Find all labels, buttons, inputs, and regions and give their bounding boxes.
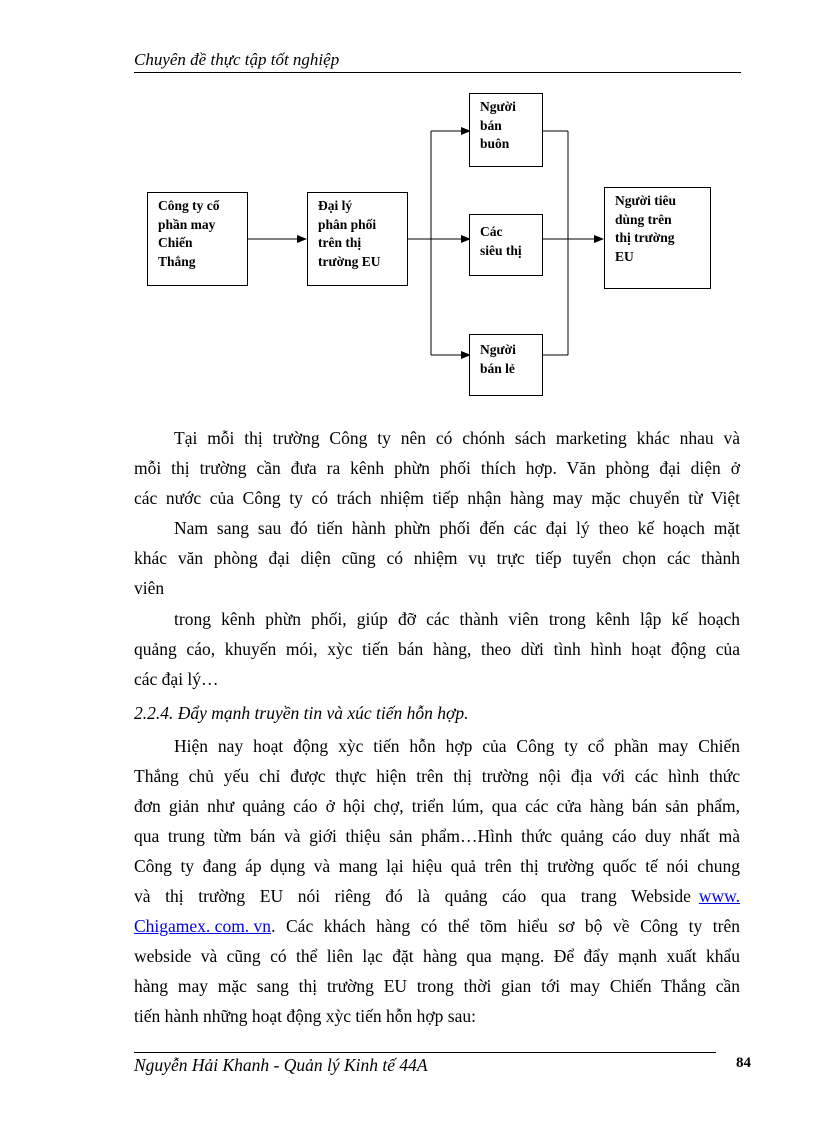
text-line: quảng cáo, khuyến mói, xỳc tiến bán hàng, theo dừi tình hình hoạt động của <box>134 639 740 659</box>
text-line: tiến hành những hoạt động xỳc tiến hỗn hợp sau: <box>134 1006 476 1026</box>
text-line: khác văn phòng đại diện cũng có nhiệm vụ trực tiếp tuyển chọn các thành <box>134 548 740 568</box>
text-line: các nước của Công ty có trách nhiệm tiếp nhận hàng may mặc chuyển từ Việt <box>134 488 740 508</box>
text-line: Tại mỗi thị trường Công ty nên có chónh sách marketing khác nhau và <box>174 428 740 448</box>
text-segment: . Các khách hàng có thể tõm hiểu sơ bộ về Công ty trên <box>271 916 740 936</box>
box-retailer: Người bán lẻ <box>469 334 543 396</box>
text-line: qua trung từm bán và giới thiệu sản phẩm…Hình thức quảng cáo duy nhất mà <box>134 826 740 846</box>
text-line-with-link <box>134 916 740 937</box>
text-line: webside và cũng có thể liên lạc đặt hàng qua mạng. Để đẩy mạnh xuất khẩu <box>134 946 740 966</box>
text-line: Nam sang sau đó tiến hành phừn phối đến các đại lý theo kế hoạch mặt <box>174 518 740 538</box>
text-line: mỗi thị trường cần đưa ra kênh phừn phối thích hợp. Văn phòng đại diện ở <box>134 458 740 478</box>
website-link-part2[interactable]: Chigamex. com. vn <box>134 916 272 936</box>
text-line-with-link <box>134 886 740 907</box>
text-line: trong kênh phừn phối, giúp đỡ các thành viên trong kênh lập kế hoạch <box>174 609 740 629</box>
box-supermarket: Các siêu thị <box>469 214 543 276</box>
footer-author: Nguyễn Hải Khanh - Quản lý Kinh tế 44A <box>134 1055 428 1075</box>
header-title: Chuyên đề thực tập tốt nghiệp <box>134 50 340 69</box>
text-segment: và thị trường EU nói riêng đó là quảng cáo qua trang Webside <box>134 886 691 906</box>
text-line: hàng may mặc sang thị trường EU trong thời gian tới may Chiến Thắng cần <box>134 976 740 996</box>
text-line: Hiện nay hoạt động xỳc tiến hỗn hợp của Công ty cổ phần may Chiến <box>174 736 740 756</box>
box-eu-agent: Đại lý phân phối trên thị trường EU <box>307 192 408 286</box>
text-line: đơn giản như quảng cáo ở hội chợ, triển lúm, qua các cửa hàng bán sản phẩm, <box>134 796 740 816</box>
box-eu-consumer: Người tiêu dùng trên thị trường EU <box>604 187 711 289</box>
box-company: Công ty cổ phần may Chiến Thắng <box>147 192 248 286</box>
text-line: Công ty đang áp dụng và mang lại hiệu quả trên thị trường quốc tế nói chung <box>134 856 740 876</box>
page-number: 84 <box>736 1055 751 1071</box>
text-line: viên <box>134 578 165 598</box>
footer-divider <box>134 1052 716 1053</box>
text-line: Thắng chủ yếu chỉ được thực hiện trên thị trường nội địa với các hình thức <box>134 766 740 786</box>
text-line: các đại lý… <box>134 669 219 689</box>
section-heading: 2.2.4. Đẩy mạnh truyền tin và xúc tiến hỗn hợp. <box>134 703 469 723</box>
box-wholesaler: Người bán buôn <box>469 93 543 167</box>
website-link-part1[interactable]: www. <box>698 886 740 906</box>
